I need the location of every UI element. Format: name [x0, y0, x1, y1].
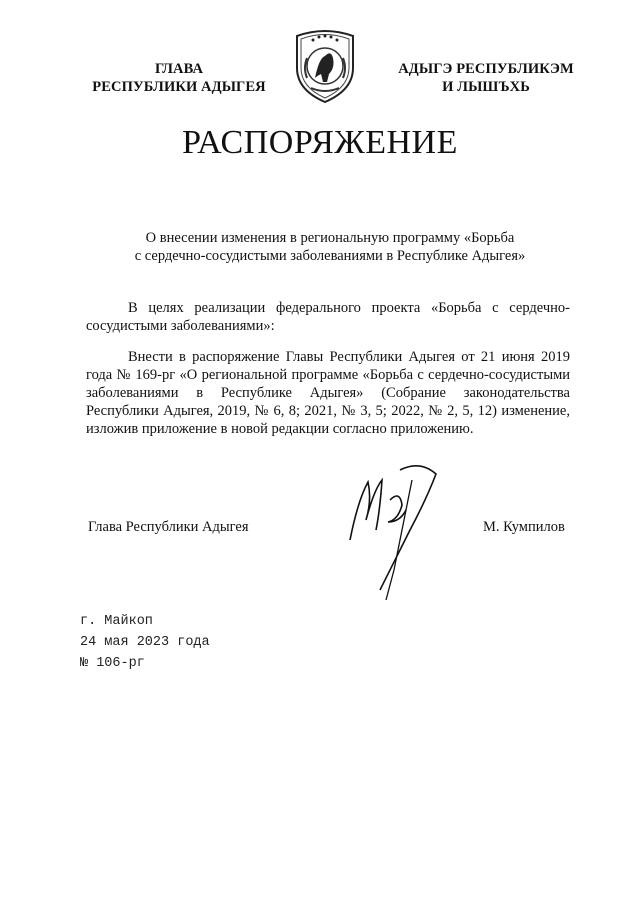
coat-of-arms-icon	[291, 28, 359, 104]
meta-date: 24 мая 2023 года	[80, 635, 210, 650]
header-left-line2: РЕСПУБЛИКИ АДЫГЕЯ	[92, 79, 266, 95]
header-right-line1: АДЫГЭ РЕСПУБЛИКЭМ	[398, 61, 574, 77]
document-meta	[80, 611, 210, 674]
header-right-line2: И ЛЫШЪХЬ	[442, 79, 530, 95]
body-paragraph-1: В целях реализации федерального проекта «Борьба с сердечно-сосудистыми заболеваниями»:	[86, 300, 570, 334]
signer-name: М. Кумпилов	[483, 519, 565, 535]
signer-position: Глава Республики Адыгея	[88, 519, 249, 535]
handwritten-signature	[340, 460, 450, 610]
meta-number: № 106-рг	[80, 656, 145, 671]
subject-line1: О внесении изменения в региональную программу «Борьба	[145, 230, 515, 246]
header-left	[84, 60, 274, 96]
header-right	[388, 60, 584, 96]
header-left-line1: ГЛАВА	[154, 61, 204, 77]
meta-city: г. Майкоп	[80, 614, 153, 629]
subject-line2: с сердечно-сосудистыми заболеваниями в Республике Адыгея»	[134, 248, 526, 264]
document-title: РАСПОРЯЖЕНИЕ	[182, 124, 458, 161]
document-subject	[60, 229, 600, 265]
body-paragraph-2: Внести в распоряжение Главы Республики Адыгея от 21 июня 2019 года № 169-рг «О региональной программе «Борьба с сердечно-сосудистыми заболеваниями в Республике Адыгея» (Собрание законодательства Республики Адыгея, 2019, № 6, 8; 2021, № 3, 5; 2022, № 2, 5, 12) изменение, изложив приложение в новой редакции согласно приложению.	[86, 349, 570, 437]
